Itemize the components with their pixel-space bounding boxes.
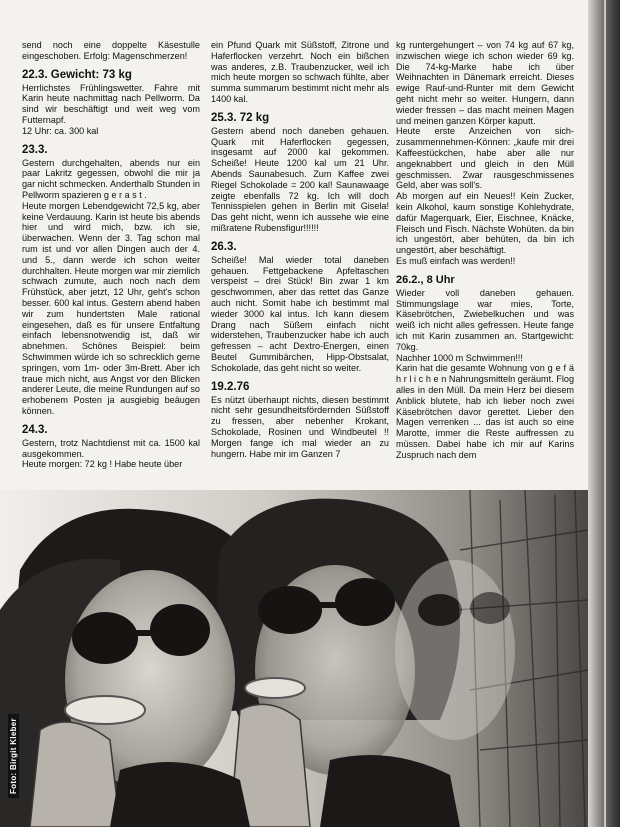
text-column-1 xyxy=(22,40,200,470)
photo-credit: Foto: Birgit Kleber xyxy=(8,714,19,798)
entry-heading-26-2: 26.2., 8 Uhr xyxy=(396,273,455,286)
ghost-face-right xyxy=(395,560,515,740)
entry-heading-25-3: 25.3. 72 kg xyxy=(211,111,270,124)
entry-text-24-3: Gestern, trotz Nachtdienst mit ca. 1500 kal ausgekommen. Heute morgen: 72 kg ! Habe heute über xyxy=(22,437,200,470)
entry-text-26-2: Wieder voll daneben gehauen. Stimmungslage war mies, Torte, Käsebrötchen, Zwiebelkuchen und was weiß ich nicht alles gefressen. Heute fange ich mit Karin zusammen an. Startgewicht: 70kg. Nachher 1000 m Schwimmen!!! Karin hat die gesamte Wohnung von g e f ä h r l i c h e n Nahrungsmitteln geräumt. Flog alles in den Müll. Da mein Herz bei diesem Anblick blutete, hab ich lieber noch zwei Käsebrötchen davor gerettet. Lieber den Magen verrenken ... das ist auch so eine Marotte, immer die Reste auffressen zu müssen. Dabei habe ich mir auf Karins Zuspruch nach dem xyxy=(396,287,574,460)
column-1-intro: send noch eine doppelte Käsestulle eingeschoben. Erfolg: Magenschmerzen! xyxy=(22,40,200,61)
entry-text-22-3: Herrlichstes Frühlingswetter. Fahre mit Karin heute nachmittag nach Pellworm. Da sind wir beschäftigt und weit weg vom Futternapf. 12 Uhr: ca. 300 kal xyxy=(22,82,200,136)
entry-heading-26-3: 26.3. xyxy=(211,240,237,253)
entry-text-19-2-76: Es nützt überhaupt nichts, diesen bestimmt nicht sehr gesundheitsfördernden Süßstoff zu fressen, aber nebenher Krokant, Schokolade, Rosinen und Windbeutel !! Morgen fange ich mal wieder an zu hungern. Habe mir im Ganzen 7 xyxy=(211,394,389,459)
text-column-3 xyxy=(396,40,574,460)
entry-heading-22-3: 22.3. Gewicht: 73 kg xyxy=(22,68,132,81)
entry-text-26-3: Scheiße! Mal wieder total daneben gehauen. Fettgebackene Apfeltaschen verspeist – drei Stück! Bin zwar 1 km geschwommen, aber das rettet das Ganze auch nicht. Somit habe ich bestimmt mal wieder 3000 kal intus. Ich kann diesem Drang nach Süßem einfach nicht widerstehen, Traubenzucker habe ich auch gefressen – acht Dextro-Energen, einen Beutel Gummibärchen, Hipp-Obstsalat, Schokolade, das geht nicht so weiter. xyxy=(211,254,389,373)
entry-text-23-3: Gestern durchgehalten, abends nur ein paar Lakritz gegessen, obwohl die mir ja gar nicht schmecken. Anderthalb Stunden in Pellworm spazieren g e r a s t . Heute morgen Lebendgewicht 72,5 kg, aber keine Verdauung. Karin ist heute bis abends hier und wird mich, bzw. ich sie, überwachen. Wenn der 3. Tag schon mal rum ist und vor allen Dingen auch der 4. und 5., dann werde ich schon weiter durchhalten. Heute morgen war mir ziemlich schwach zumute, auch noch nach dem Frühstück, aber jetzt, 12 Uhr, geht's schon besser. 600 kal intus. Gestern abend haben wir zum hundertsten Male rational eingesehen, daß es für unsere Entfaltung einfach lebensnotwendig ist, daß wir abnehmen. Schönes Beispiel: beim Schwimmen würde ich so schrecklich gerne springen, vom 1m- oder 3m-Brett. Aber ich traue mich nicht, aus Angst vor den Blicken anderer Leute, die meine Rundungen auf so erhobenem Posten ja ausgiebig beäugen können. xyxy=(22,157,200,416)
entry-heading-19-2-76: 19.2.76 xyxy=(211,380,250,393)
entry-heading-24-3: 24.3. xyxy=(22,423,48,436)
entry-text-25-3: Gestern abend noch daneben gehauen. Quark mit Haferflocken gegessen, insgesamt auf 2000 kal gekommen. Scheiße! Heute 1200 kal um 21 Uhr. Abends Saunabesuch. Zum Kaffee zwei Riegel Schokolade = 200 kal! Saunawaage zeigte ebenfalls 72 kg. Ich will doch Tennisspielen gehen in Berlin mit Gisela! Das geht nicht, wenn ich aussehe wie eine mißratene Rubensfigur!!!!!! xyxy=(211,125,389,233)
entry-heading-23-3: 23.3. xyxy=(22,143,48,156)
multiple-exposure-photo xyxy=(0,490,588,827)
column-3-intro: kg runtergehungert – von 74 kg auf 67 kg, inzwischen wiege ich schon wieder 69 kg. Die 74-kg-Marke habe ich über Weihnachten in Dänemark erreicht. Dieses ewige Rauf-und-Runter mit dem Gewicht geht nicht mehr so weiter. Hungern, dann wieder fressen – das macht meinen Magen und meinen ganzen Körper kaputt. Heute erste Anzeichen von sich-zusammennehmen-Können: „kaufe mir drei Kaffeestückchen, habe aber alle nur angeknabbert und gleich in den Müll geschmissen. Zwar rausgeschmissenes Geld, aber was soll's. Ab morgen auf ein Neues!! Kein Zucker, kein Alkohol, kaum sonstige Kohlehydrate, dafür Magerquark, Eier, Eischnee, Knäcke, Fleisch und Fisch. Nächste Wohüten. da bin ich ungestört, aber behüten, da bin ich ungestört, aber beschäftigt. Es muß einfach was werden!! xyxy=(396,40,574,266)
page-edge-highlight xyxy=(604,0,606,827)
column-2-intro: ein Pfund Quark mit Süßstoff, Zitrone und Haferflocken verzehrt. Noch ein bißchen was anderes, z.B. Traubenzucker, weil ich mich heute morgen so schwach fühlte, aber summa summarum bestimmt nicht mehr als 1400 kal. xyxy=(211,40,389,104)
text-column-2 xyxy=(211,40,389,459)
